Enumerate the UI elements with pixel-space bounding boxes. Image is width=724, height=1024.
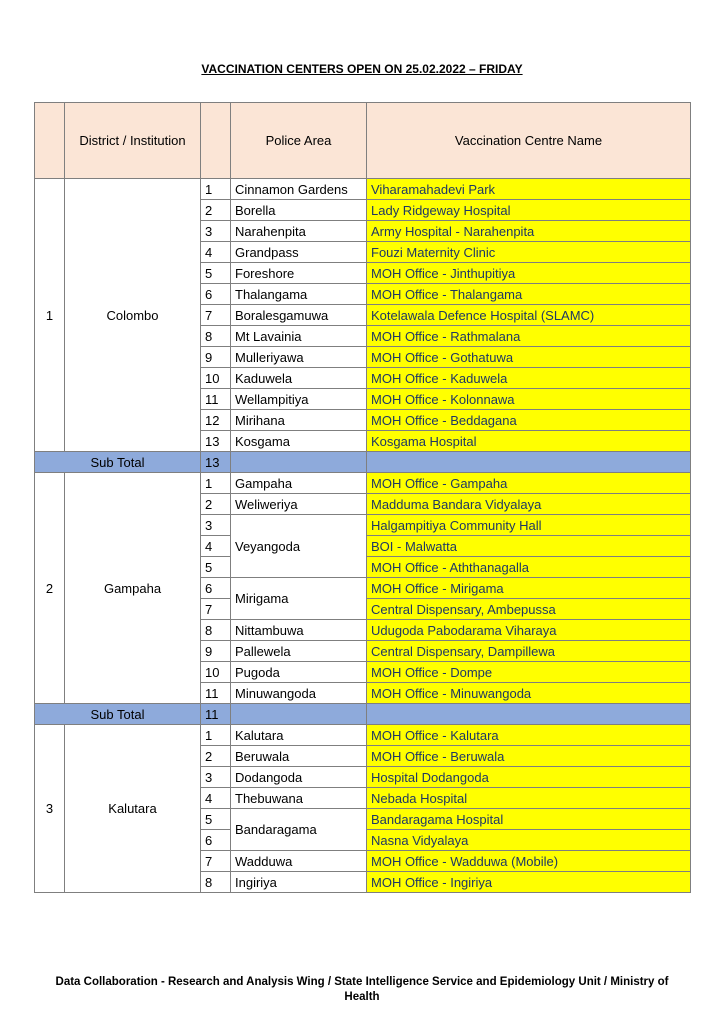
header-blank-no (35, 103, 65, 179)
district-name: Gampaha (65, 473, 201, 704)
row-index: 2 (201, 200, 231, 221)
vaccination-centre: MOH Office - Thalangama (367, 284, 691, 305)
row-index: 7 (201, 599, 231, 620)
police-area: Cinnamon Gardens (231, 179, 367, 200)
header-blank-index (201, 103, 231, 179)
vaccination-centre: MOH Office - Minuwangoda (367, 683, 691, 704)
row-index: 9 (201, 641, 231, 662)
police-area: Boralesgamuwa (231, 305, 367, 326)
row-index: 6 (201, 578, 231, 599)
district-number: 1 (35, 179, 65, 452)
footer-credit: Data Collaboration - Research and Analysis Wing / State Intelligence Service and Epidemiology Unit / Ministry of Health (55, 976, 669, 1003)
table-row (35, 179, 691, 200)
police-area: Borella (231, 200, 367, 221)
vaccination-centers-table (34, 102, 691, 893)
vaccination-centre: MOH Office - Gampaha (367, 473, 691, 494)
vaccination-centre: MOH Office - Gothatuwa (367, 347, 691, 368)
subtotal-row (35, 452, 691, 473)
police-area: Mt Lavainia (231, 326, 367, 347)
row-index: 8 (201, 326, 231, 347)
subtotal-blank-centre (367, 704, 691, 725)
row-index: 3 (201, 221, 231, 242)
vaccination-centre: MOH Office - Beruwala (367, 746, 691, 767)
police-area: Veyangoda (231, 515, 367, 578)
row-index: 4 (201, 788, 231, 809)
table-row (35, 725, 691, 746)
vaccination-centre: MOH Office - Jinthupitiya (367, 263, 691, 284)
police-area: Narahenpita (231, 221, 367, 242)
vaccination-centre: Bandaragama Hospital (367, 809, 691, 830)
police-area: Minuwangoda (231, 683, 367, 704)
vaccination-centre: MOH Office - Aththanagalla (367, 557, 691, 578)
police-area: Bandaragama (231, 809, 367, 851)
police-area: Kalutara (231, 725, 367, 746)
row-index: 10 (201, 368, 231, 389)
police-area: Dodangoda (231, 767, 367, 788)
header-centre-name: Vaccination Centre Name (367, 103, 691, 179)
police-area: Grandpass (231, 242, 367, 263)
district-name: Kalutara (65, 725, 201, 893)
row-index: 5 (201, 263, 231, 284)
row-index: 11 (201, 389, 231, 410)
row-index: 13 (201, 431, 231, 452)
vaccination-centre: MOH Office - Kalutara (367, 725, 691, 746)
vaccination-centre: Madduma Bandara Vidyalaya (367, 494, 691, 515)
police-area: Weliweriya (231, 494, 367, 515)
vaccination-centre: MOH Office - Beddagana (367, 410, 691, 431)
row-index: 1 (201, 179, 231, 200)
subtotal-blank-area (231, 452, 367, 473)
row-index: 12 (201, 410, 231, 431)
header-police-area: Police Area (231, 103, 367, 179)
vaccination-centre: MOH Office - Kolonnawa (367, 389, 691, 410)
row-index: 2 (201, 494, 231, 515)
police-area: Kosgama (231, 431, 367, 452)
police-area: Thebuwana (231, 788, 367, 809)
row-index: 6 (201, 830, 231, 851)
vaccination-centre: MOH Office - Dompe (367, 662, 691, 683)
row-index: 3 (201, 515, 231, 536)
vaccination-centre: Hospital Dodangoda (367, 767, 691, 788)
vaccination-centre: Kosgama Hospital (367, 431, 691, 452)
police-area: Pallewela (231, 641, 367, 662)
row-index: 1 (201, 725, 231, 746)
row-index: 6 (201, 284, 231, 305)
row-index: 8 (201, 620, 231, 641)
district-number: 2 (35, 473, 65, 704)
vaccination-centre: Nasna Vidyalaya (367, 830, 691, 851)
row-index: 8 (201, 872, 231, 893)
row-index: 7 (201, 851, 231, 872)
vaccination-centre: BOI - Malwatta (367, 536, 691, 557)
police-area: Nittambuwa (231, 620, 367, 641)
police-area: Pugoda (231, 662, 367, 683)
vaccination-centre: Nebada Hospital (367, 788, 691, 809)
vaccination-centre: Fouzi Maternity Clinic (367, 242, 691, 263)
vaccination-centre: Central Dispensary, Dampillewa (367, 641, 691, 662)
police-area: Gampaha (231, 473, 367, 494)
vaccination-centre: MOH Office - Rathmalana (367, 326, 691, 347)
vaccination-centre: Kotelawala Defence Hospital (SLAMC) (367, 305, 691, 326)
vaccination-centre: Viharamahadevi Park (367, 179, 691, 200)
vaccination-centre: Lady Ridgeway Hospital (367, 200, 691, 221)
vaccination-centre: Army Hospital - Narahenpita (367, 221, 691, 242)
police-area: Wadduwa (231, 851, 367, 872)
subtotal-blank-centre (367, 452, 691, 473)
police-area: Ingiriya (231, 872, 367, 893)
table-row (35, 473, 691, 494)
row-index: 4 (201, 536, 231, 557)
police-area: Mirigama (231, 578, 367, 620)
row-index: 11 (201, 683, 231, 704)
row-index: 3 (201, 767, 231, 788)
vaccination-centre: MOH Office - Mirigama (367, 578, 691, 599)
vaccination-centre: MOH Office - Wadduwa (Mobile) (367, 851, 691, 872)
row-index: 1 (201, 473, 231, 494)
row-index: 9 (201, 347, 231, 368)
row-index: 2 (201, 746, 231, 767)
police-area: Thalangama (231, 284, 367, 305)
police-area: Wellampitiya (231, 389, 367, 410)
header-district: District / Institution (65, 103, 201, 179)
subtotal-blank-area (231, 704, 367, 725)
police-area: Beruwala (231, 746, 367, 767)
police-area: Foreshore (231, 263, 367, 284)
subtotal-value: 13 (201, 452, 231, 473)
police-area: Mulleriyawa (231, 347, 367, 368)
subtotal-value: 11 (201, 704, 231, 725)
vaccination-centre: Udugoda Pabodarama Viharaya (367, 620, 691, 641)
subtotal-label: Sub Total (35, 452, 201, 473)
police-area: Kaduwela (231, 368, 367, 389)
district-name: Colombo (65, 179, 201, 452)
table-header-row (35, 103, 691, 179)
row-index: 4 (201, 242, 231, 263)
document-title: VACCINATION CENTERS OPEN ON 25.02.2022 – FRIDAY (201, 62, 523, 76)
row-index: 5 (201, 557, 231, 578)
vaccination-centre: MOH Office - Ingiriya (367, 872, 691, 893)
vaccination-centre: Halgampitiya Community Hall (367, 515, 691, 536)
police-area: Mirihana (231, 410, 367, 431)
table-body (35, 179, 691, 893)
vaccination-centre: Central Dispensary, Ambepussa (367, 599, 691, 620)
vaccination-centre: MOH Office - Kaduwela (367, 368, 691, 389)
subtotal-label: Sub Total (35, 704, 201, 725)
row-index: 7 (201, 305, 231, 326)
district-number: 3 (35, 725, 65, 893)
row-index: 10 (201, 662, 231, 683)
subtotal-row (35, 704, 691, 725)
row-index: 5 (201, 809, 231, 830)
